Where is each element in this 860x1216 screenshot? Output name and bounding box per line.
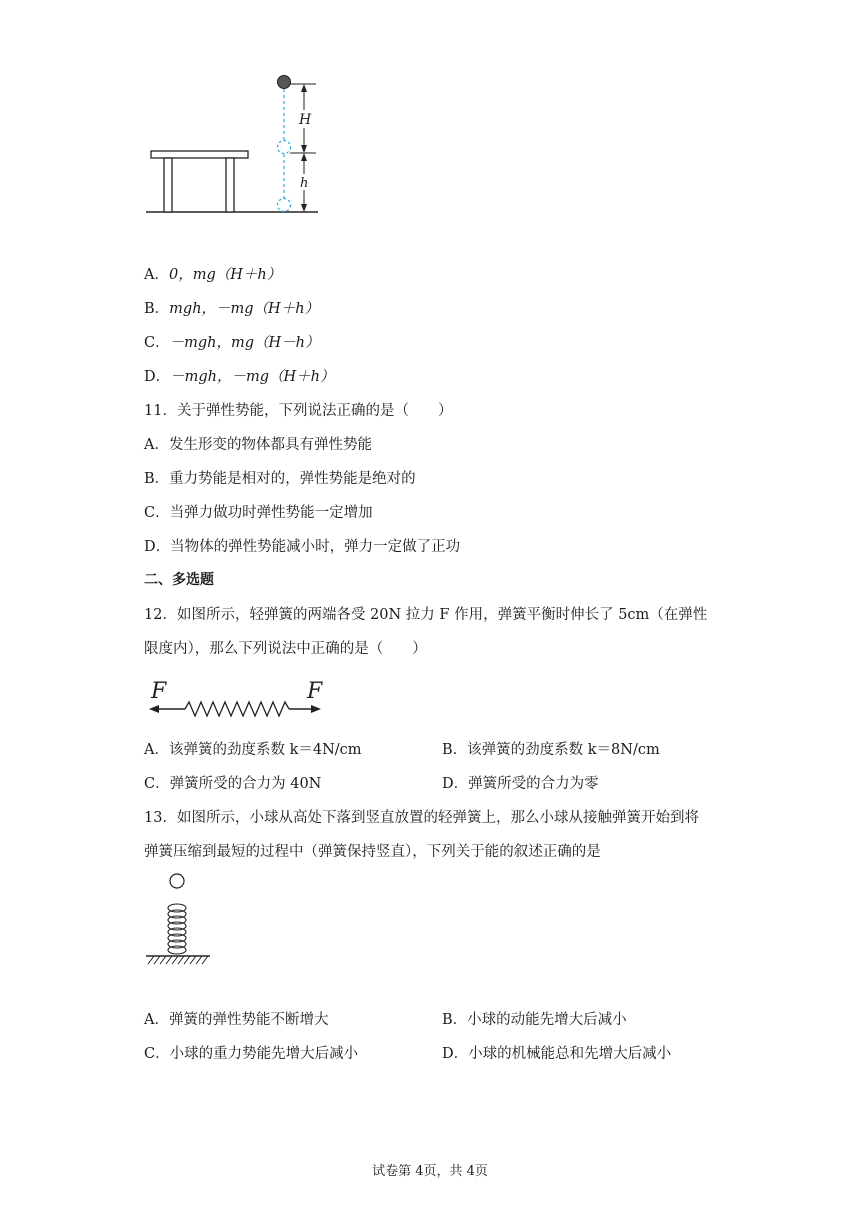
option-text: 当弹力做功时弹性势能一定增加 [169,505,373,521]
q12-option-d [442,772,599,793]
label-H: H [299,112,312,128]
option-text: 弹簧所受的合力为 40N [169,776,322,792]
arrowhead [301,204,307,212]
spring-coil [185,702,289,716]
option-text: 当物体的弹性势能减小时，弹力一定做了正功 [170,539,461,555]
page-footer: 试卷第 4页，共 4页 [372,1164,488,1179]
q12-option-c [144,772,321,793]
option-letter: B． [144,301,170,317]
option-text: 该弹簧的劲度系数 k＝4N/cm [168,742,362,758]
label-h: h [300,176,309,191]
option-letter: D． [144,539,171,555]
option-text: 该弹簧的劲度系数 k＝8N/cm [467,742,660,758]
option-letter: B． [442,742,468,758]
option-letter: C． [144,776,170,792]
option-text: 小球的重力势能先增大后减小 [169,1046,359,1062]
floor-hatching [148,956,208,964]
option-text: 发生形变的物体都具有弹性势能 [168,437,372,453]
option-text: 弹簧所受的合力为零 [468,776,599,792]
arrowhead-left [149,705,159,713]
q13-option-b [442,1008,627,1029]
ball-position-ground [278,199,291,212]
q12-option-a [144,738,362,759]
q10-option-d [144,365,335,386]
option-text: －mgh，mg（H－h） [169,335,320,351]
ball [278,76,291,89]
ball-position-table [278,141,291,154]
q13-option-a [144,1008,328,1029]
label-force-left: F [151,679,167,704]
option-letter: A． [144,267,169,283]
option-letter: C． [144,1046,170,1062]
q10-option-a [144,263,281,284]
q10-figure [140,70,340,220]
arrowhead [301,153,307,161]
option-letter: B． [442,1012,468,1028]
section-heading: 二、多选题 [144,572,214,588]
option-letter: D． [442,1046,469,1062]
option-text: mgh，－mg（H＋h） [169,301,320,317]
q12-stem-line1: 12．如图所示，轻弹簧的两端各受 20N 拉力 F 作用，弹簧平衡时伸长了 5cm（在弹性 [144,607,708,623]
q13-option-c [144,1042,358,1063]
ball [170,874,184,888]
label-force-right: F [307,679,323,704]
option-text: 小球的机械能总和先增大后减小 [468,1046,672,1062]
option-text: 弹簧的弹性势能不断增大 [168,1012,329,1028]
option-letter: A． [144,1012,169,1028]
arrowhead-right [311,705,321,713]
arrowhead [301,145,307,153]
table-leg-right [226,158,234,212]
option-letter: C． [144,505,170,521]
arrowhead [301,84,307,92]
q13-stem-line2: 弹簧压缩到最短的过程中（弹簧保持竖直），下列关于能的叙述正确的是 [144,844,601,860]
option-text: －mgh，－mg（H＋h） [170,369,335,385]
q11-option-a [144,433,372,454]
option-letter: A． [144,742,169,758]
q11-option-d [144,535,460,556]
vertical-spring [168,904,186,954]
option-text: 重力势能是相对的，弹性势能是绝对的 [169,471,416,487]
option-letter: D． [144,369,171,385]
q12-stem-line2: 限度内），那么下列说法中正确的是（ ） [144,641,427,657]
table-top [151,151,248,158]
option-text: 小球的动能先增大后减小 [467,1012,627,1028]
option-letter: B． [144,471,170,487]
q12-option-b [442,738,660,759]
q13-option-d [442,1042,671,1063]
q13-stem-line1: 13．如图所示，小球从高处下落到竖直放置的轻弹簧上，那么小球从接触弹簧开始到将 [144,810,699,826]
q13-spring-figure [140,868,220,968]
q10-option-c [144,331,320,352]
option-letter: C． [144,335,170,351]
q11-option-c [144,501,373,522]
option-letter: A． [144,437,169,453]
q12-spring-figure [145,678,335,728]
option-letter: D． [442,776,469,792]
q10-option-b [144,297,319,318]
option-text: 0，mg（H＋h） [168,267,282,283]
q11-stem: 11．关于弹性势能，下列说法正确的是（ ） [144,403,453,419]
q11-option-b [144,467,416,488]
table-leg-left [164,158,172,212]
